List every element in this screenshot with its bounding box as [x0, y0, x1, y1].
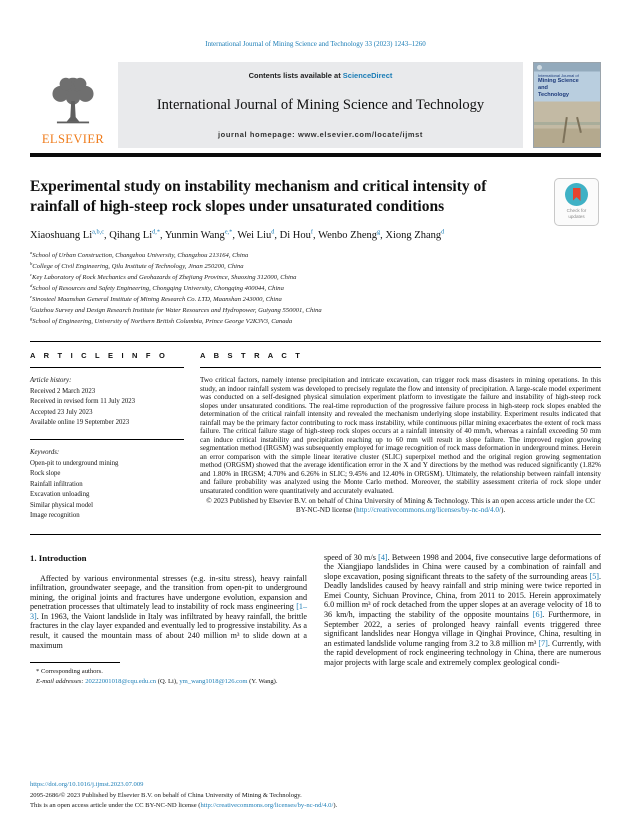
footnote-marker: *	[36, 668, 40, 676]
article-info-heading: A R T I C L E I N F O	[30, 351, 184, 368]
affiliation-sup: a	[30, 249, 33, 255]
copyright-suffix: ).	[500, 505, 506, 514]
keywords-label: Keywords:	[30, 448, 60, 456]
affiliation-sup: f	[30, 305, 32, 311]
body-column-left	[30, 553, 307, 687]
author	[237, 230, 279, 241]
author	[280, 230, 318, 241]
journal-citation-header: International Journal of Mining Science and Technology 33 (2023) 1243–1260	[205, 40, 426, 48]
affiliation	[30, 261, 601, 272]
page-footer	[30, 780, 601, 811]
elsevier-logo[interactable]	[30, 62, 116, 148]
paragraph-text: . Between 1998 and 2004, five consecutive large deformations of the Xiangjiapo landslides in China were caused by a combination of rainfall and slope excavation, posing significant threats to the safety of the surrounding areas	[324, 552, 601, 581]
affiliation	[30, 294, 601, 305]
cover-line3: and	[538, 84, 548, 91]
body-column-right	[324, 553, 601, 687]
cover-crack-texture	[576, 117, 581, 133]
article-history-label: Article history:	[30, 377, 72, 385]
author	[385, 230, 444, 241]
author-sup: f	[310, 228, 313, 236]
bookmark-ribbon-icon	[573, 188, 581, 201]
affiliation	[30, 283, 601, 294]
license-prefix: This is an open access article under the CC BY-NC-ND license (	[30, 801, 201, 809]
cover-band	[534, 122, 600, 125]
keyword-item: Rainfall infiltration	[30, 480, 83, 488]
author-sep: ,	[313, 229, 319, 241]
body-section	[30, 553, 601, 687]
affiliation-text: Sinosteel Maanshan General Institute of Mining Research Co. LTD, Maanshan 243000, China	[32, 296, 282, 304]
citation-link[interactable]: [6]	[532, 609, 543, 619]
cover-line2: Mining Science	[538, 78, 579, 84]
keyword-item: Open-pit to underground mining	[30, 459, 119, 467]
author-sep: ,	[232, 229, 238, 241]
affiliation-text: Key Laboratory of Rock Mechanics and Geohazards of Zhejiang Province, Shaoxing 312000, China	[32, 274, 297, 282]
section-heading-introduction: 1. Introduction	[30, 552, 87, 563]
copyright-text: © 2023 Published by Elsevier B.V. on behalf of China University of Mining & Technology. This is an open access article under the CC BY-NC-ND license (	[206, 497, 595, 514]
author-sup: e,*	[224, 228, 233, 236]
affiliation-text: School of Resources and Safety Engineering, Chongqing University, Chongqing 400044, China	[32, 285, 284, 293]
sciencedirect-link[interactable]: ScienceDirect	[342, 71, 393, 80]
history-item: Received in revised form 11 July 2023	[30, 398, 136, 406]
affiliation-sup: c	[30, 271, 33, 277]
journal-title: International Journal of Mining Science and Technology	[156, 96, 485, 113]
paragraph-text: . In 1963, the Vaiont landslide in Italy was infiltrated by heavy rainfall, the brittle fractures in the clay layer expanded and eventually led to progressive instability. As a result, it caused the mountain mass of about 240 million m³ to slide down at a maximum	[30, 611, 307, 650]
history-item: Accepted 23 July 2023	[30, 408, 93, 416]
info-abstract-section	[30, 341, 601, 534]
footnote-line2	[30, 677, 307, 687]
banner-divider	[30, 153, 601, 157]
author-sep: ,	[160, 229, 165, 241]
affiliation-sup: g	[30, 316, 33, 322]
cover-crack-texture	[562, 117, 567, 143]
author-sep: ,	[104, 229, 110, 241]
contents-line	[124, 71, 517, 80]
journal-banner	[30, 62, 601, 148]
citation-link[interactable]: [1–3]	[30, 602, 307, 621]
article-info-column	[30, 351, 200, 521]
title-row	[30, 177, 601, 217]
elsevier-tree-icon	[45, 76, 101, 131]
paragraph-text: Affected by various environmental stresses (e.g. in-situ stress), heavy rainfall infiltration, groundwater seepage, and the transition from open-pit to underground mining, the original joints and fractures have undergone evolution, expansion and penetration processes that ultimately lead to instability of rock mass engineering	[30, 573, 307, 612]
intro-paragraph-continued	[324, 553, 601, 668]
affiliation-sup: e	[30, 294, 33, 300]
email-label: E-mail addresses:	[36, 677, 86, 685]
author-name: Wenbo Zheng	[318, 229, 377, 241]
check-updates-badge[interactable]	[554, 178, 599, 226]
email-suffix: (Q. Li),	[156, 677, 180, 685]
cover-line1: International Journal of	[538, 73, 579, 78]
email-link-qli[interactable]: 20222001018@cqu.edu.cn	[85, 677, 157, 685]
doi-link[interactable]: https://doi.org/10.1016/j.ijmst.2023.07.009	[30, 781, 144, 789]
page-title: Experimental study on instability mechanism and critical intensity of rainfall of high-steep rock slopes under unsaturated conditions	[30, 178, 487, 216]
author-name: Xiong Zhang	[385, 229, 442, 241]
author-sep: ,	[274, 229, 280, 241]
keyword-item: Excavation unloading	[30, 491, 90, 499]
affiliation-text: School of Urban Construction, Changzhou University, Changzhou 213164, China	[32, 251, 249, 259]
affiliation-sup: d	[30, 283, 33, 289]
cover-title	[538, 73, 597, 99]
homepage-line	[124, 130, 517, 139]
paragraph-text: . Furthermore, in September 2022, a series of prolonged heavy rainfall events triggered three significant landslides near Hongya village in Qinghai Province, China, resulting in an estimated landslide volume ranging from 3.2 to 3.8 million m³	[324, 609, 601, 648]
email-suffix: (Y. Wang).	[247, 677, 278, 685]
keyword-item: Similar physical model	[30, 501, 94, 509]
author-list	[30, 228, 601, 241]
affiliation	[30, 272, 601, 283]
author-name: Wei Liu	[237, 229, 272, 241]
affiliation-text: College of Civil Engineering, Qilu Institute of Technology, Jinan 250200, China	[32, 263, 244, 271]
author-sup: a,b,c	[92, 228, 105, 236]
author-sup: d	[441, 228, 445, 236]
info-divider	[30, 439, 184, 440]
author-sup: d	[271, 228, 275, 236]
footnote-line1	[30, 667, 307, 677]
homepage-url-link[interactable]: www.elsevier.com/locate/ijmst	[297, 130, 424, 139]
footnote-label: Corresponding authors.	[39, 668, 103, 676]
history-item: Received 2 March 2023	[30, 387, 96, 395]
affiliation	[30, 305, 601, 316]
citation-link[interactable]: [5]	[589, 571, 599, 581]
check-updates-icon	[565, 183, 588, 206]
author	[318, 230, 385, 241]
footer-license-line	[30, 801, 601, 811]
affiliation	[30, 316, 601, 327]
homepage-label: journal homepage:	[217, 130, 298, 139]
citation-link[interactable]: [7]	[538, 638, 548, 648]
email-link-ywang[interactable]: ym_wang1018@126.com	[179, 677, 248, 685]
abstract-copyright	[200, 497, 601, 515]
citation-link[interactable]: [4]	[378, 552, 388, 562]
affiliation-sup: b	[30, 260, 33, 266]
keyword-item: Rock slope	[30, 470, 61, 478]
cover-logo-dot-icon	[537, 65, 542, 70]
author	[165, 230, 238, 241]
affiliation	[30, 250, 601, 261]
affiliation-text: Guizhou Survey and Design Research Institute for Water Resources and Hydropower, Guiyang 550001, China	[31, 307, 322, 315]
author-name: Yunmin Wang	[164, 229, 225, 241]
elsevier-wordmark: ELSEVIER	[41, 132, 105, 146]
abstract-heading: A B S T R A C T	[200, 351, 601, 368]
author-sup: d,*	[152, 228, 161, 236]
license-suffix: ).	[333, 801, 338, 809]
footer-license-link[interactable]: http://creativecommons.org/licenses/by-nc-nd/4.0/	[200, 801, 334, 809]
abstract-column	[200, 351, 601, 521]
intro-paragraph	[30, 574, 307, 650]
author-sup: g	[377, 228, 381, 236]
cover-line4: Technology	[538, 91, 569, 98]
paragraph-text: speed of 30 m/s	[324, 552, 379, 562]
paragraph-text: . Currently, with the rapid development of rock engineering technology in China, there are numerous major projects with large scale and extremely complex geological condi-	[324, 638, 601, 667]
author	[30, 230, 109, 241]
banner-center	[118, 62, 523, 148]
affiliation-text: School of Engineering, University of Northern British Columbia, Prince George V2K3V3, Canada	[32, 318, 293, 326]
check-updates-label: Check for updates	[566, 208, 587, 219]
corresponding-author-footnote	[30, 662, 307, 687]
author-sep: ,	[380, 229, 386, 241]
footnote-divider	[30, 662, 120, 663]
paragraph-text: . Deadly landslides caused by heavy rainfall and strip mining were twice reported in Emei County, Sichuan Province, China, from 2011 to 2015. Herein approximately 6.0 million m³ of rock detached from the upper slopes at an average velocity of 18 to 36 km/h, impacting the stability of the opposite mountains	[324, 571, 601, 619]
contents-prefix: Contents lists available at	[248, 71, 343, 80]
author-name: Xiaoshuang Li	[30, 229, 93, 241]
abstract-text: Two critical factors, namely intense precipitation and intricate excavation, can trigger rock mass disasters in mining operations. In this study, an indoor rainfall system was developed to precisely regulate the flow and intensity of precipitation. A large-scale model experiment was conducted on a self-designed physical simulation experiment platform to investigate the failure and instability of high-steep rock slopes under unsaturated conditions. The real-time reproduction of the progressive failure process in high-steep rock slopes enabled the determination of the critical rainfall intensity and revealed the mechanism underlying slope instability. Experiment results indicated that rainfall may be the primary factor contributing to rock mass instability, while continuous pillar mining exacerbates the extent of rock mass failure. The critical failure stage of high-steep rock slopes occurs at a rainfall intensity of 40 mm/h, whereas a rainfall exceeding 50 mm can induce critical instability and precipitation reaching up to 60 mm will result in slope failure. The improved region growing segmentation method (IRGSM) was subsequently employed for image recognition of rock mass deformation in underground mines. Herein an error comparison with the simple linear iterative cluster (SLIC) superpixel method and the original region growing segmentation method (ORGSM) showed that the average identification error in the X and Y directions by the method was reduced significantly (1.82% and 1.80% in IRGSM; 4.70% and 6.26% in SLIC; 9.45% and 12.40% in ORGSM). Ultimately, the relationship between rainfall intensity and failure probability was analyzed using the Monte Carlo method. Moreover, the stability assessment criteria of rock slope under unsaturated condition were quantitatively and accurately evaluated.	[200, 376, 601, 495]
journal-cover-thumbnail[interactable]	[533, 62, 601, 148]
history-item: Available online 19 September 2023	[30, 419, 130, 427]
license-link[interactable]: http://creativecommons.org/licenses/by-nc-nd/4.0/	[356, 505, 501, 514]
issn-copyright-line: 2095-2686/© 2023 Published by Elsevier B.V. on behalf of China University of Mining & Technology.	[30, 791, 302, 799]
affiliation-list	[30, 250, 601, 328]
author-name: Qihang Li	[109, 229, 153, 241]
author-name: Di Hou	[279, 229, 311, 241]
keyword-item: Image recognition	[30, 512, 80, 520]
author	[109, 230, 165, 241]
